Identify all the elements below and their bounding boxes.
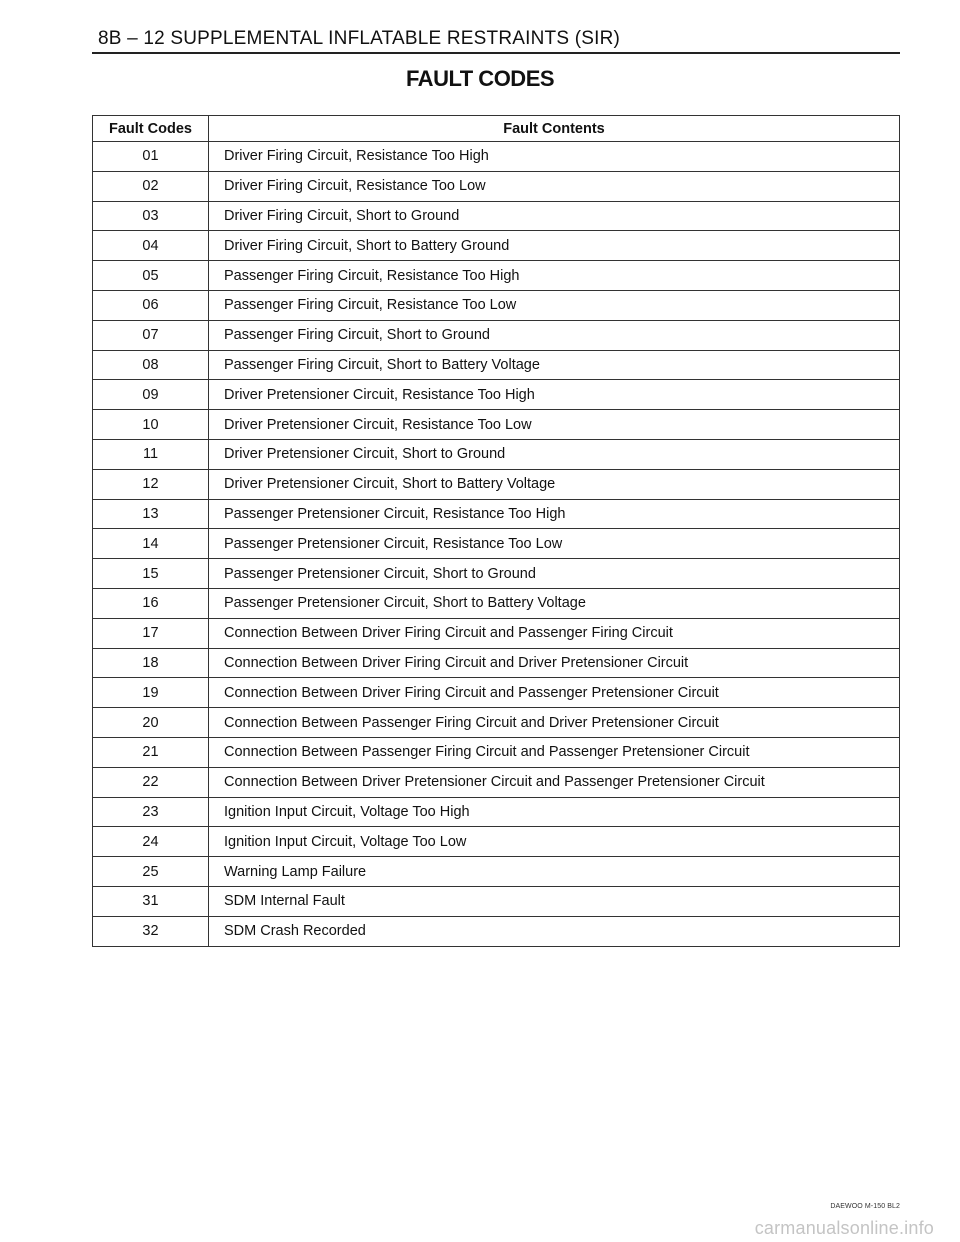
table-row (93, 439, 900, 469)
fault-content-cell: Driver Pretensioner Circuit, Short to Battery Voltage (209, 469, 900, 499)
fault-code-cell: 17 (93, 618, 209, 648)
fault-code-cell: 07 (93, 320, 209, 350)
table-row (93, 737, 900, 767)
fault-code-cell: 02 (93, 171, 209, 201)
table-row (93, 469, 900, 499)
fault-code-cell: 23 (93, 797, 209, 827)
fault-content-cell: Ignition Input Circuit, Voltage Too Low (209, 827, 900, 857)
document-code: DAEWOO M-150 BL2 (830, 1203, 900, 1210)
fault-code-cell: 18 (93, 648, 209, 678)
column-header-fault-contents: Fault Contents (209, 116, 900, 142)
fault-code-cell: 10 (93, 410, 209, 440)
fault-content-cell: Passenger Pretensioner Circuit, Resistance Too High (209, 499, 900, 529)
table-row (93, 916, 900, 946)
fault-content-cell: Passenger Firing Circuit, Short to Ground (209, 320, 900, 350)
fault-content-cell: Driver Firing Circuit, Resistance Too High (209, 142, 900, 172)
fault-code-cell: 24 (93, 827, 209, 857)
fault-codes-table (92, 115, 900, 947)
table-row (93, 618, 900, 648)
fault-code-cell: 11 (93, 439, 209, 469)
fault-code-cell: 32 (93, 916, 209, 946)
fault-code-cell: 01 (93, 142, 209, 172)
fault-code-cell: 16 (93, 588, 209, 618)
section-title: 8B – 12 SUPPLEMENTAL INFLATABLE RESTRAINTS (SIR) (98, 28, 621, 49)
table-row (93, 886, 900, 916)
fault-code-cell: 31 (93, 886, 209, 916)
fault-content-cell: SDM Internal Fault (209, 886, 900, 916)
fault-code-cell: 22 (93, 767, 209, 797)
fault-content-cell: Warning Lamp Failure (209, 857, 900, 887)
table-row (93, 529, 900, 559)
table-row (93, 320, 900, 350)
fault-code-cell: 21 (93, 737, 209, 767)
table-row (93, 380, 900, 410)
fault-code-cell: 25 (93, 857, 209, 887)
fault-content-cell: Driver Firing Circuit, Short to Battery Ground (209, 231, 900, 261)
page-header (92, 24, 900, 54)
table-row (93, 261, 900, 291)
table-row (93, 559, 900, 589)
fault-code-cell: 15 (93, 559, 209, 589)
fault-content-cell: Driver Pretensioner Circuit, Short to Ground (209, 439, 900, 469)
fault-code-cell: 04 (93, 231, 209, 261)
fault-content-cell: Passenger Pretensioner Circuit, Resistance Too Low (209, 529, 900, 559)
table-row (93, 678, 900, 708)
fault-code-cell: 19 (93, 678, 209, 708)
table-row (93, 648, 900, 678)
fault-content-cell: Ignition Input Circuit, Voltage Too High (209, 797, 900, 827)
fault-content-cell: Passenger Firing Circuit, Short to Battery Voltage (209, 350, 900, 380)
fault-code-cell: 12 (93, 469, 209, 499)
fault-code-cell: 13 (93, 499, 209, 529)
table-row (93, 171, 900, 201)
table-row (93, 290, 900, 320)
fault-content-cell: Passenger Firing Circuit, Resistance Too High (209, 261, 900, 291)
fault-content-cell: Driver Pretensioner Circuit, Resistance Too High (209, 380, 900, 410)
table-row (93, 588, 900, 618)
watermark: carmanualsonline.info (754, 1218, 934, 1238)
fault-content-cell: Connection Between Driver Firing Circuit and Passenger Pretensioner Circuit (209, 678, 900, 708)
table-row (93, 499, 900, 529)
fault-code-cell: 20 (93, 708, 209, 738)
fault-content-cell: Passenger Firing Circuit, Resistance Too Low (209, 290, 900, 320)
fault-content-cell: Connection Between Driver Pretensioner Circuit and Passenger Pretensioner Circuit (209, 767, 900, 797)
fault-content-cell: SDM Crash Recorded (209, 916, 900, 946)
table-row (93, 708, 900, 738)
fault-code-cell: 14 (93, 529, 209, 559)
fault-content-cell: Passenger Pretensioner Circuit, Short to Ground (209, 559, 900, 589)
fault-code-cell: 06 (93, 290, 209, 320)
table-row (93, 410, 900, 440)
fault-content-cell: Driver Pretensioner Circuit, Resistance Too Low (209, 410, 900, 440)
fault-content-cell: Connection Between Passenger Firing Circuit and Passenger Pretensioner Circuit (209, 737, 900, 767)
table-row (93, 350, 900, 380)
table-row (93, 827, 900, 857)
table-row (93, 797, 900, 827)
page-title: FAULT CODES (405, 66, 555, 91)
fault-content-cell: Connection Between Driver Firing Circuit and Driver Pretensioner Circuit (209, 648, 900, 678)
fault-content-cell: Connection Between Driver Firing Circuit and Passenger Firing Circuit (209, 618, 900, 648)
fault-code-cell: 09 (93, 380, 209, 410)
table-row (93, 767, 900, 797)
fault-code-cell: 08 (93, 350, 209, 380)
table-row (93, 201, 900, 231)
fault-code-cell: 03 (93, 201, 209, 231)
table-row (93, 857, 900, 887)
fault-content-cell: Passenger Pretensioner Circuit, Short to Battery Voltage (209, 588, 900, 618)
fault-code-cell: 05 (93, 261, 209, 291)
fault-content-cell: Connection Between Passenger Firing Circuit and Driver Pretensioner Circuit (209, 708, 900, 738)
table-row (93, 231, 900, 261)
fault-content-cell: Driver Firing Circuit, Short to Ground (209, 201, 900, 231)
fault-content-cell: Driver Firing Circuit, Resistance Too Low (209, 171, 900, 201)
table-header-row (93, 116, 900, 142)
table-row (93, 142, 900, 172)
table-body (93, 142, 900, 947)
column-header-fault-codes: Fault Codes (93, 116, 209, 142)
